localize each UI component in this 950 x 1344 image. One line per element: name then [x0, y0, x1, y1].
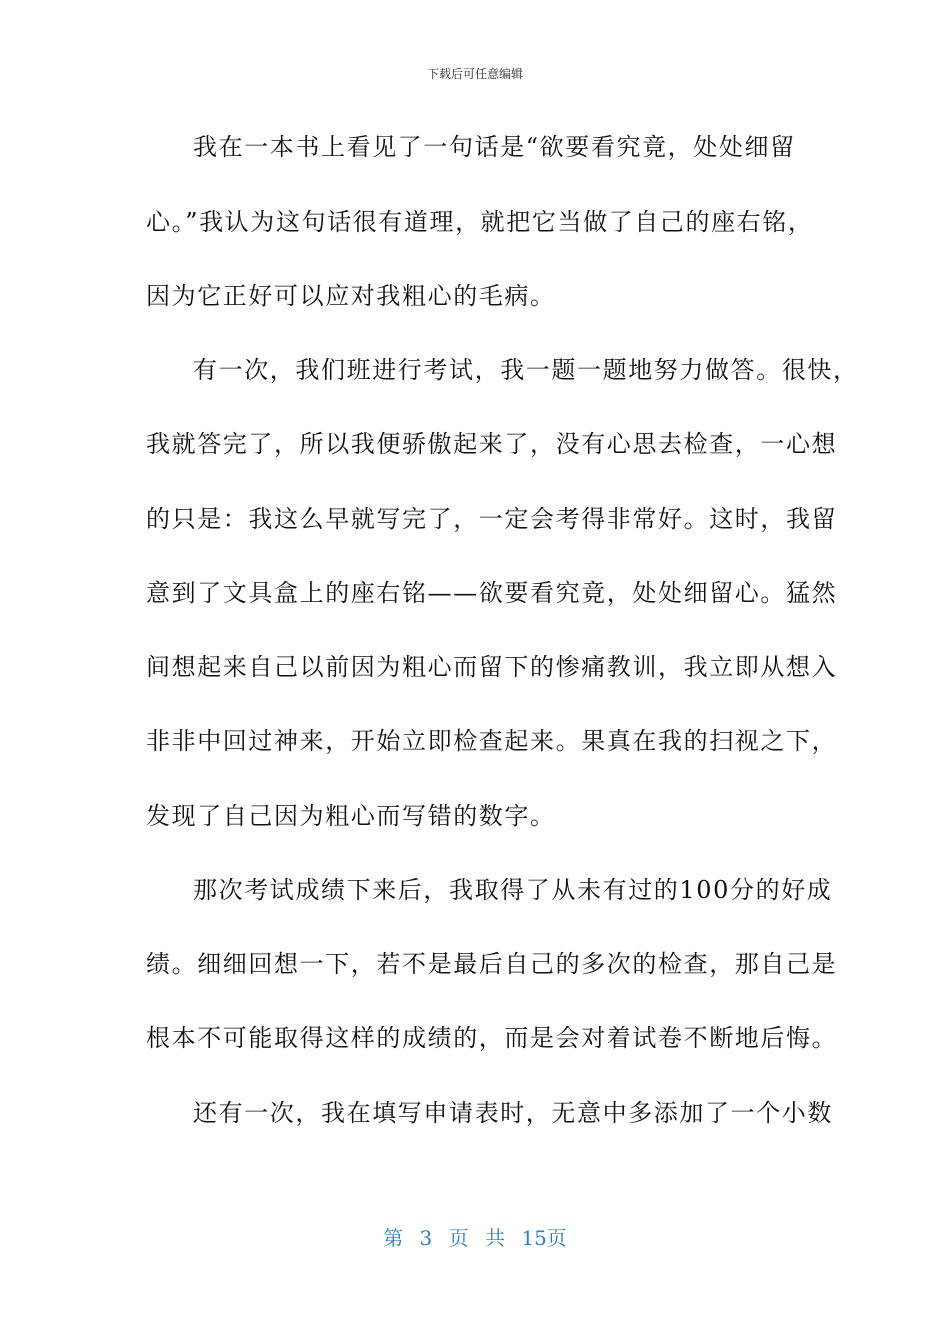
page-footer [0, 1224, 950, 1252]
footer-total-pages: 15页 [521, 1226, 567, 1250]
body-line: 心。”我认为这句话很有道理，就把它当做了自己的座右铭， [146, 208, 814, 236]
body-line: 发现了自己因为粗心而写错的数字。 [146, 802, 556, 830]
body-line: 还有一次，我在填写申请表时，无意中多添加了一个小数 [193, 1099, 833, 1127]
body-line: 根本不可能取得这样的成绩的，而是会对着试卷不断地后悔。 [146, 1024, 838, 1052]
body-line: 因为它正好可以应对我粗心的毛病。 [146, 282, 556, 310]
page-header: 下载后可任意编辑 [426, 67, 523, 81]
body-line: 那次考试成绩下来后，我取得了从未有过的100分的好成 [193, 876, 833, 904]
body-line: 间想起来自己以前因为粗心而留下的惨痛教训，我立即从想入 [146, 653, 838, 681]
body-line: 有一次，我们班进行考试，我一题一题地努力做答。很快， [193, 356, 859, 384]
body-line: 绩。细细回想一下，若不是最后自己的多次的检查，那自己是 [146, 950, 838, 978]
footer-gong: 共 [485, 1226, 505, 1250]
body-line: 我在一本书上看见了一句话是“欲要看究竟，处处细留 [193, 133, 796, 161]
body-line: 的只是：我这么早就写完了，一定会考得非常好。这时，我留 [146, 505, 838, 533]
footer-ye: 页 [448, 1226, 469, 1250]
body-line: 非非中回过神来，开始立即检查起来。果真在我的扫视之下， [146, 727, 838, 755]
body-line: 我就答完了，所以我便骄傲起来了，没有心思去检查，一心想 [146, 430, 838, 458]
body-line: 意到了文具盒上的座右铭——欲要看究竟，处处细留心。猛然 [146, 579, 838, 607]
footer-current-page: 3 [419, 1226, 433, 1250]
footer-di: 第 [383, 1226, 404, 1250]
